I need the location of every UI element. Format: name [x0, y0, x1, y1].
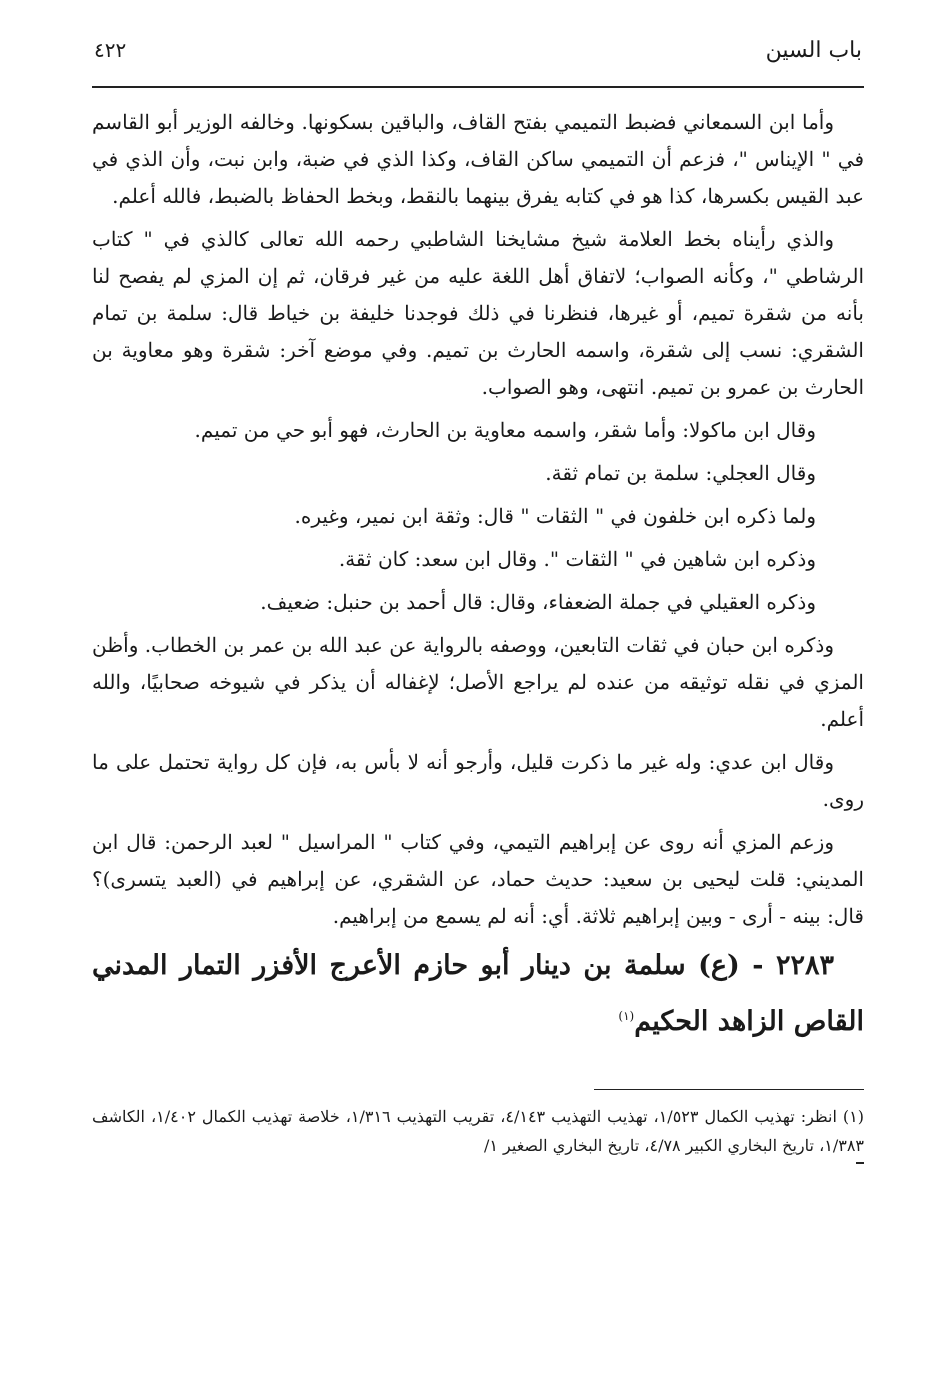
- paragraph: وقال العجلي: سلمة بن تمام ثقة.: [545, 461, 816, 485]
- paragraph: وقال ابن ماكولا: وأما شقر، واسمه معاوية بن الحارث، فهو أبو حي من تميم.: [194, 418, 816, 442]
- entry-heading: [92, 941, 864, 1047]
- paragraph: وذكره ابن شاهين في " الثقات ". وقال ابن سعد: كان ثقة.: [338, 547, 816, 571]
- paragraph: والذي رأيناه بخط العلامة شيخ مشايخنا الشاطبي رحمه الله تعالى كالذي في " كتاب الرشاطي "، وكأنه الصواب؛ لاتفاق أهل اللغة عليه من غير فرقان، ثم إن المزي لم يفصح لنا بأنه من شقرة تميم، أو غيرها، فنظرنا في ذلك فوجدنا خليفة بن خياط قال: سلمة بن تمام الشقري: نسب إلى شقرة، واسمه الحارث بن تميم. وفي موضع آخر: شقرة وهو معاوية بن الحارث بن عمرو بن تميم. انتهى، وهو الصواب.: [92, 227, 864, 399]
- entry-heading-text: ٢٢٨٣ - (ع) سلمة بن دينار أبو حازم الأعرج الأفزر التمار المدني القاص الزاهد الحكيم: [92, 950, 864, 1037]
- paragraph: وزعم المزي أنه روى عن إبراهيم التيمي، وفي كتاب " المراسيل " لعبد الرحمن: قال ابن المديني: قلت ليحيى بن سعيد: حديث حماد، عن الشقري، عن إبراهيم في (العبد يتسرى)؟ قال: بينه - أرى - وبين إبراهيم ثلاثة. أي: أنه لم يسمع من إبراهيم.: [92, 830, 864, 928]
- main-text: [92, 104, 864, 935]
- book-page: [92, 38, 864, 1164]
- footnote-divider: [594, 1089, 864, 1090]
- footnote-marker: (١): [618, 1009, 635, 1023]
- paragraph: ولما ذكره ابن خلفون في " الثقات " قال: وثقة ابن نمير، وغيره.: [294, 504, 816, 528]
- continuation-mark: [856, 1162, 864, 1164]
- paragraph: وذكره ابن حبان في ثقات التابعين، ووصفه بالرواية عن عبد الله بن عمر بن الخطاب. وأظن المزي في نقله توثيقه من عنده لم يراجع الأصل؛ لإغفاله أن يذكر في شيوخه صحابيًا، والله أعلم.: [92, 633, 864, 731]
- footnote: [92, 1102, 864, 1164]
- paragraph: وذكره العقيلي في جملة الضعفاء، وقال: قال أحمد بن حنبل: ضعيف.: [260, 590, 816, 614]
- page-header: [92, 38, 864, 88]
- page-number: ٤٢٢: [94, 38, 127, 62]
- chapter-title: باب السين: [765, 38, 862, 63]
- paragraph: وقال ابن عدي: وله غير ما ذكرت قليل، وأرجو أنه لا بأس به، فإن كل رواية تحتمل على ما روى.: [92, 750, 864, 811]
- paragraph: وأما ابن السمعاني فضبط التميمي بفتح القاف، والباقين بسكونها. وخالفه الوزير أبو القاسم في " الإيناس "، فزعم أن التميمي ساكن القاف، وكذا الذي في ضبة، وابن نبت، وأن الذي في عبد القيس بكسرها، كذا هو في كتابه يفرق بينهما بالنقط، وبخط الحفاظ بالضبط، فالله أعلم.: [92, 110, 864, 208]
- footnote-text: (١) انظر: تهذيب الكمال ١/٥٢٣، تهذيب التهذيب ٤/١٤٣، تقريب التهذيب ١/٣١٦، خلاصة تهذيب الكمال ١/٤٠٢، الكاشف ١/٣٨٣، تاريخ البخاري الكبير ٤/٧٨، تاريخ البخاري الصغير ١/: [92, 1107, 864, 1155]
